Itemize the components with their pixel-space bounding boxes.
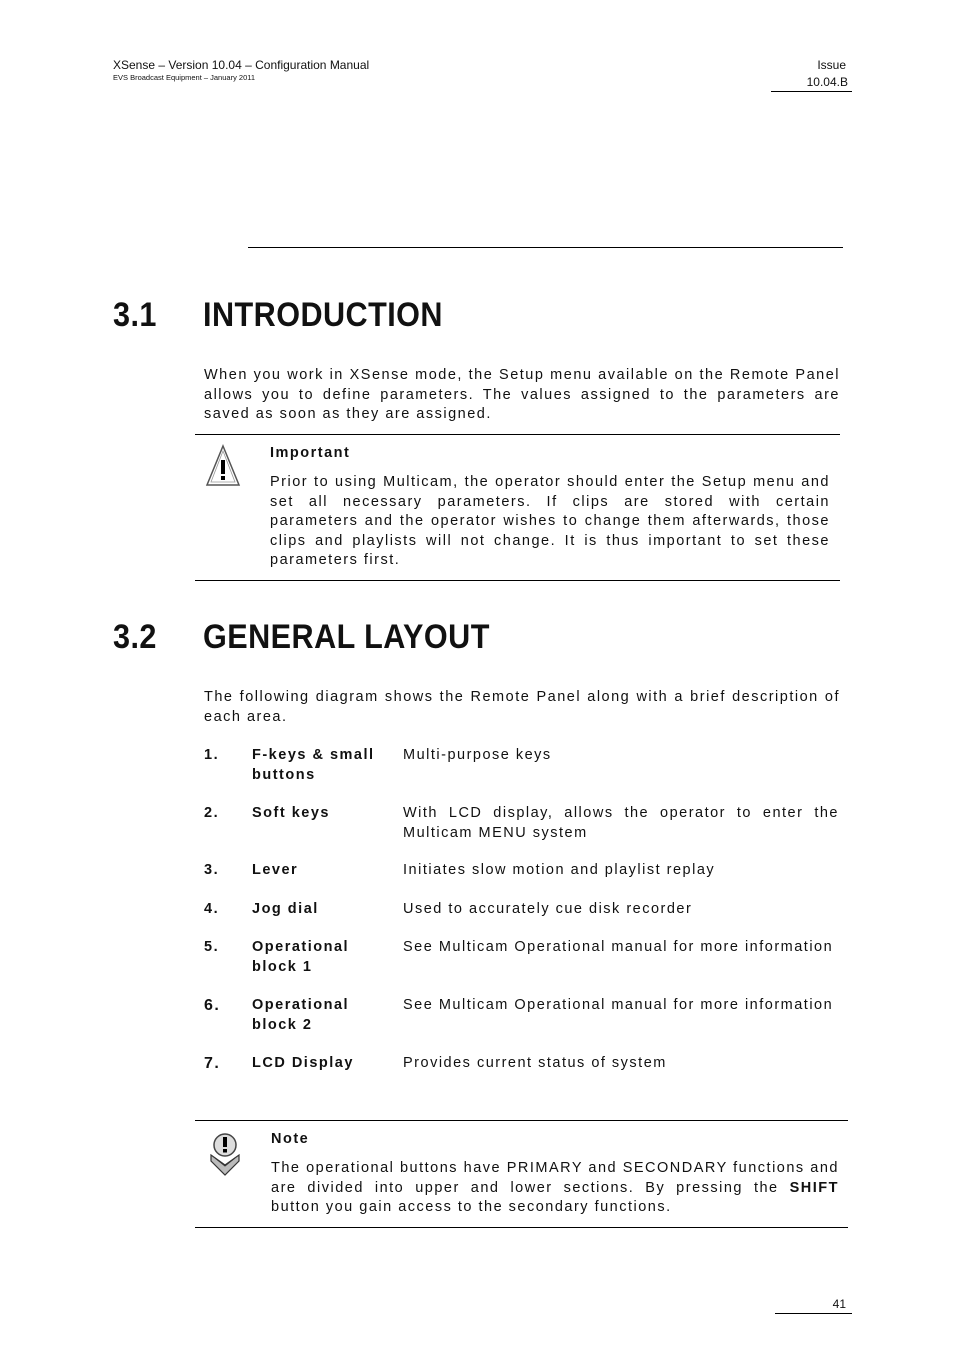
item-term: Soft keys — [252, 805, 330, 821]
item-number: 2. — [204, 805, 220, 821]
item-description: Provides current status of system — [403, 1055, 667, 1071]
page-number: 41 — [832, 1297, 846, 1311]
item-number: 1. — [204, 747, 220, 763]
item-description: Used to accurately cue disk recorder — [403, 901, 693, 917]
section-number: 3.2 — [113, 618, 157, 656]
important-box — [195, 434, 840, 581]
note-icon — [207, 1131, 243, 1182]
list-item — [204, 938, 844, 978]
list-item — [204, 900, 844, 920]
item-description: See Multicam Operational manual for more information — [403, 997, 834, 1013]
item-term: LCD Display — [252, 1055, 354, 1071]
item-number: 3. — [204, 862, 220, 878]
item-number: 6. — [204, 997, 221, 1014]
list-item — [204, 996, 844, 1036]
section-heading-introduction — [113, 296, 443, 335]
list-item — [204, 804, 844, 844]
item-number: 7. — [204, 1055, 221, 1072]
item-term: Jog dial — [252, 901, 319, 917]
item-term: Lever — [252, 862, 299, 878]
item-number: 4. — [204, 901, 220, 917]
note-text-end: button you gain access to the secondary functions. — [271, 1199, 672, 1215]
item-description: With LCD display, allows the operator to enter the Multicam MENU system — [403, 805, 839, 841]
note-box — [195, 1120, 848, 1228]
item-description: Multi-purpose keys — [403, 747, 552, 763]
layout-paragraph: The following diagram shows the Remote Panel along with a brief description of each area. — [204, 689, 840, 725]
warning-icon — [205, 443, 241, 494]
section-heading-general-layout — [113, 618, 490, 657]
document-title: XSense – Version 10.04 – Configuration Manual — [113, 58, 370, 72]
note-text-start: The operational buttons have PRIMARY and SECONDARY functions and are divided into upper and lower sections. By pressing the — [271, 1160, 839, 1196]
list-item — [204, 746, 844, 786]
issue-value: 10.04.B — [806, 75, 848, 89]
important-text: Prior to using Multicam, the operator should enter the Setup menu and set all necessary parameters. If clips are stored with certain parameters and the operator wishes to change them afterwards, those clips and playlists will not change. It is thus important to set these parameters first. — [270, 474, 830, 568]
item-term: F-keys & small buttons — [252, 747, 375, 783]
list-item — [204, 861, 844, 881]
issue-label: Issue — [817, 58, 846, 72]
item-number: 5. — [204, 939, 220, 955]
item-term: Operational block 1 — [252, 939, 350, 975]
note-text-shift: SHIFT — [789, 1179, 839, 1196]
intro-paragraph: When you work in XSense mode, the Setup menu available on the Remote Panel allows you to define parameters. The values assigned to the parameters are saved as soon as they are assigned. — [204, 367, 840, 422]
section-title: INTRODUCTION — [203, 296, 443, 334]
document-subtitle: EVS Broadcast Equipment – January 2011 — [113, 73, 256, 82]
header-rule — [771, 91, 852, 92]
important-title: Important — [270, 445, 351, 461]
item-description: Initiates slow motion and playlist replay — [403, 862, 716, 878]
note-title: Note — [271, 1131, 310, 1147]
item-term: Operational block 2 — [252, 997, 350, 1033]
item-description: See Multicam Operational manual for more information — [403, 939, 834, 955]
section-number: 3.1 — [113, 296, 157, 334]
section-title: GENERAL LAYOUT — [203, 618, 490, 656]
footer-rule — [775, 1313, 852, 1314]
chapter-rule — [248, 247, 843, 248]
note-text — [271, 1159, 839, 1218]
list-item — [204, 1054, 844, 1074]
